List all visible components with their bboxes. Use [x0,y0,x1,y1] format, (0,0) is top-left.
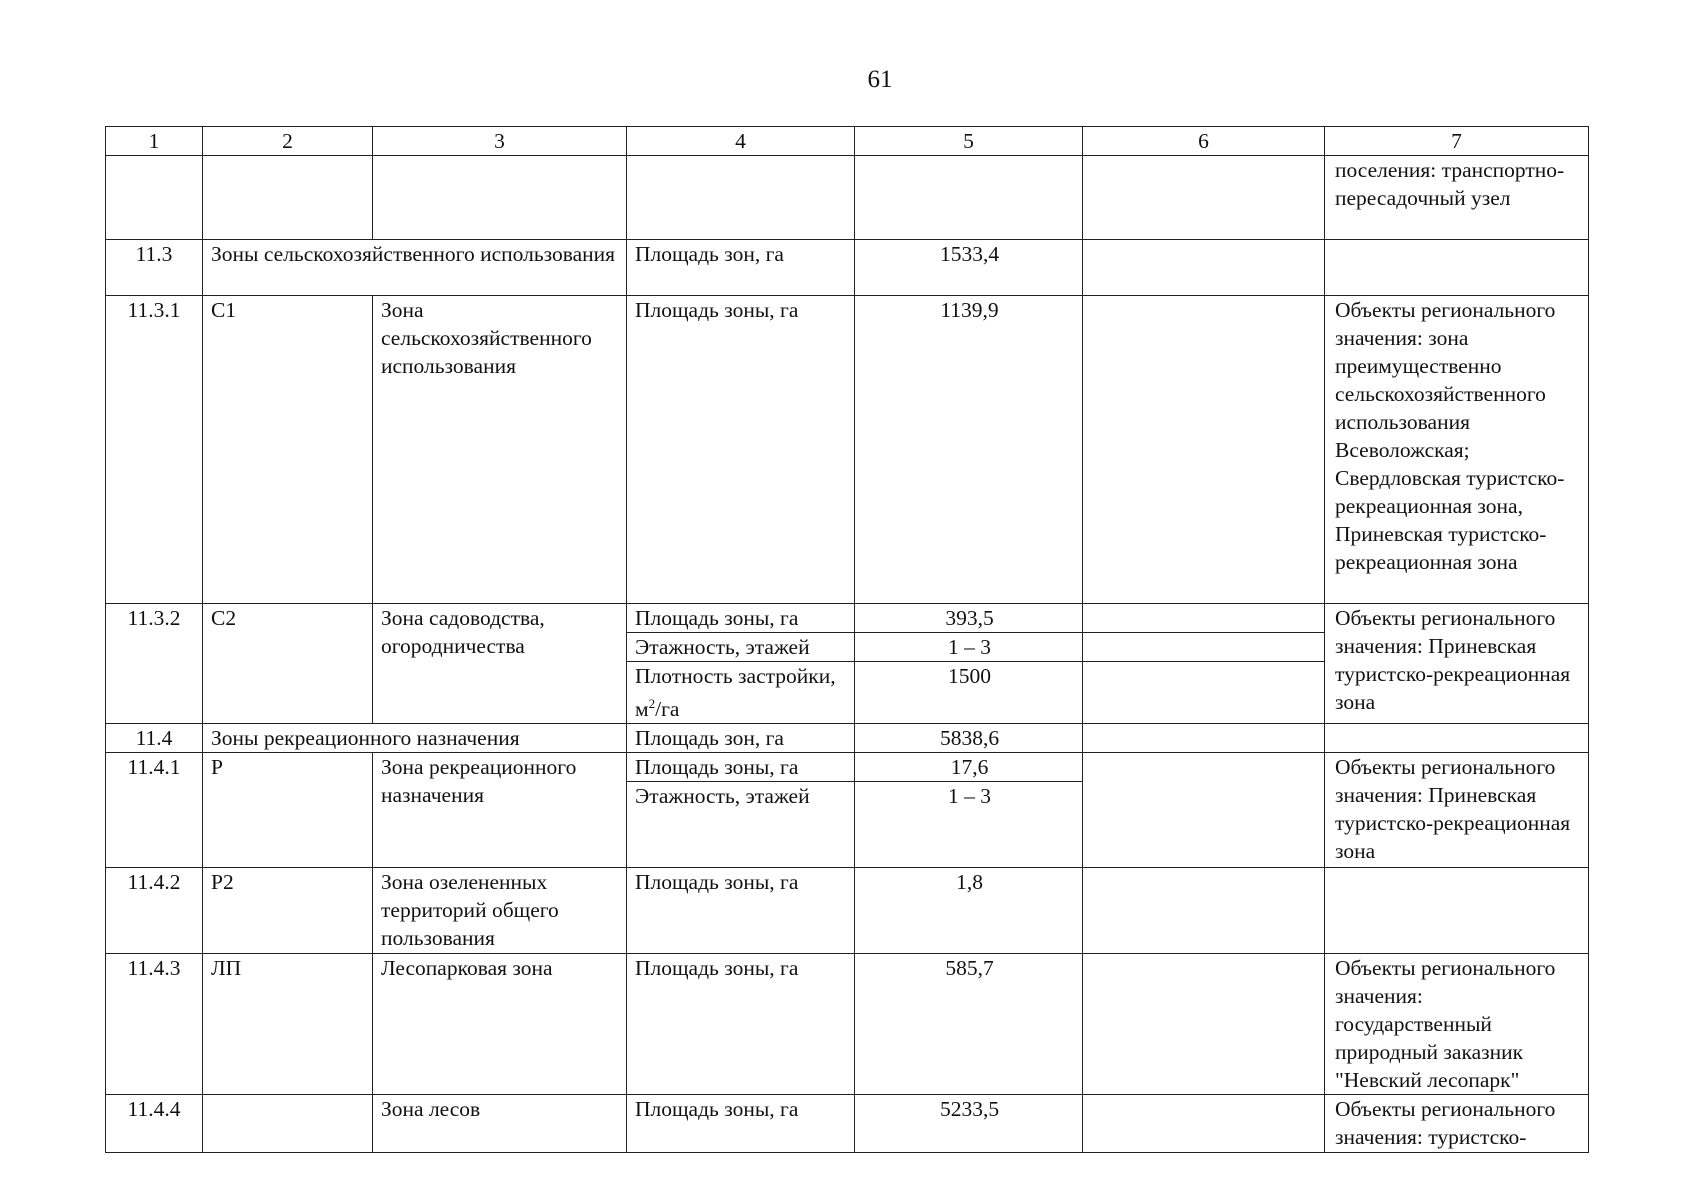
cell-value: 585,7 [855,954,1083,1095]
cell-empty [373,156,627,240]
cell-empty [1083,868,1325,954]
page-number: 61 [867,66,893,93]
cell-number: 11.4.1 [106,753,203,868]
cell-value: 1 – 3 [855,782,1083,868]
table-row [106,954,1589,1095]
cell-value: 5838,6 [855,724,1083,753]
cell-empty [203,156,373,240]
cell-empty [1325,240,1589,296]
cell-note: Объекты регионального значения: туристско- [1325,1095,1589,1153]
cell-empty [106,156,203,240]
cell-empty [1083,604,1325,633]
zones-table [105,126,1589,1153]
cell-zone-name: Зона садоводства, огородничества [373,604,627,724]
cell-number: 11.3 [106,240,203,296]
cell-parameter: Площадь зоны, га [627,868,855,954]
column-header: 5 [855,127,1083,156]
cell-empty [1083,296,1325,604]
cell-code: ЛП [203,954,373,1095]
table-header-row [106,127,1589,156]
cell-value: 1 – 3 [855,633,1083,662]
cell-value: 17,6 [855,753,1083,782]
cell-parameter [627,662,855,724]
cell-parameter: Площадь зон, га [627,240,855,296]
cell-code [203,1095,373,1153]
cell-number: 11.4.4 [106,1095,203,1153]
cell-zone-name: Зона сельскохозяйственного использования [373,296,627,604]
cell-code: С1 [203,296,373,604]
cell-empty [627,156,855,240]
cell-note: Объекты регионального значения: Приневская туристско-рекреационная зона [1325,753,1589,868]
column-header: 7 [1325,127,1589,156]
cell-zone-name: Зона рекреационного назначения [373,753,627,868]
cell-parameter: Площадь зоны, га [627,296,855,604]
cell-note: Объекты регионального значения: государственный природный заказник "Невский лесопарк" [1325,954,1589,1095]
cell-number: 11.3.1 [106,296,203,604]
cell-zone-name: Зона лесов [373,1095,627,1153]
table-row [106,1095,1589,1153]
cell-empty [1083,753,1325,868]
cell-value: 5233,5 [855,1095,1083,1153]
table-row [106,604,1589,633]
cell-note: Объекты регионального значения: зона преимущественно сельскохозяйственного использования Всеволожская; Свердловская туристско-рекреационная зона, Приневская туристско-рекреационная зона [1325,296,1589,604]
cell-parameter: Площадь зоны, га [627,753,855,782]
column-header: 2 [203,127,373,156]
cell-number: 11.3.2 [106,604,203,724]
cell-note: поселения: транспортно-пересадочный узел [1325,156,1589,240]
parameter-unit: /га [655,697,680,721]
cell-empty [1083,1095,1325,1153]
table-row [106,724,1589,753]
cell-number: 11.4.3 [106,954,203,1095]
cell-value: 393,5 [855,604,1083,633]
cell-parameter: Этажность, этажей [627,782,855,868]
table-row [106,156,1589,240]
parameter-text: Плотность застройки, м [635,664,836,721]
cell-empty [855,156,1083,240]
column-header: 6 [1083,127,1325,156]
cell-empty [1083,724,1325,753]
cell-parameter: Площадь зоны, га [627,954,855,1095]
cell-value: 1139,9 [855,296,1083,604]
cell-empty [1083,240,1325,296]
cell-empty [1325,724,1589,753]
cell-zone-group-name: Зоны рекреационного назначения [203,724,627,753]
cell-empty [1083,633,1325,662]
cell-code: Р [203,753,373,868]
column-header: 4 [627,127,855,156]
cell-parameter: Площадь зон, га [627,724,855,753]
column-header: 3 [373,127,627,156]
cell-value: 1,8 [855,868,1083,954]
cell-number: 11.4.2 [106,868,203,954]
cell-empty [1325,868,1589,954]
cell-value: 1500 [855,662,1083,724]
table-row [106,753,1589,782]
table-row [106,240,1589,296]
cell-empty [1083,662,1325,724]
cell-empty [1083,156,1325,240]
cell-parameter: Площадь зоны, га [627,604,855,633]
cell-note: Объекты регионального значения: Приневская туристско-рекреационная зона [1325,604,1589,724]
cell-zone-name: Зона озелененных территорий общего пользования [373,868,627,954]
cell-zone-group-name: Зоны сельскохозяйственного использования [203,240,627,296]
cell-empty [1083,954,1325,1095]
cell-parameter: Площадь зоны, га [627,1095,855,1153]
table-row [106,868,1589,954]
cell-value: 1533,4 [855,240,1083,296]
cell-code: С2 [203,604,373,724]
cell-number: 11.4 [106,724,203,753]
table-row [106,296,1589,604]
column-header: 1 [106,127,203,156]
cell-zone-name: Лесопарковая зона [373,954,627,1095]
superscript: 2 [648,696,656,711]
cell-code: Р2 [203,868,373,954]
cell-parameter: Этажность, этажей [627,633,855,662]
